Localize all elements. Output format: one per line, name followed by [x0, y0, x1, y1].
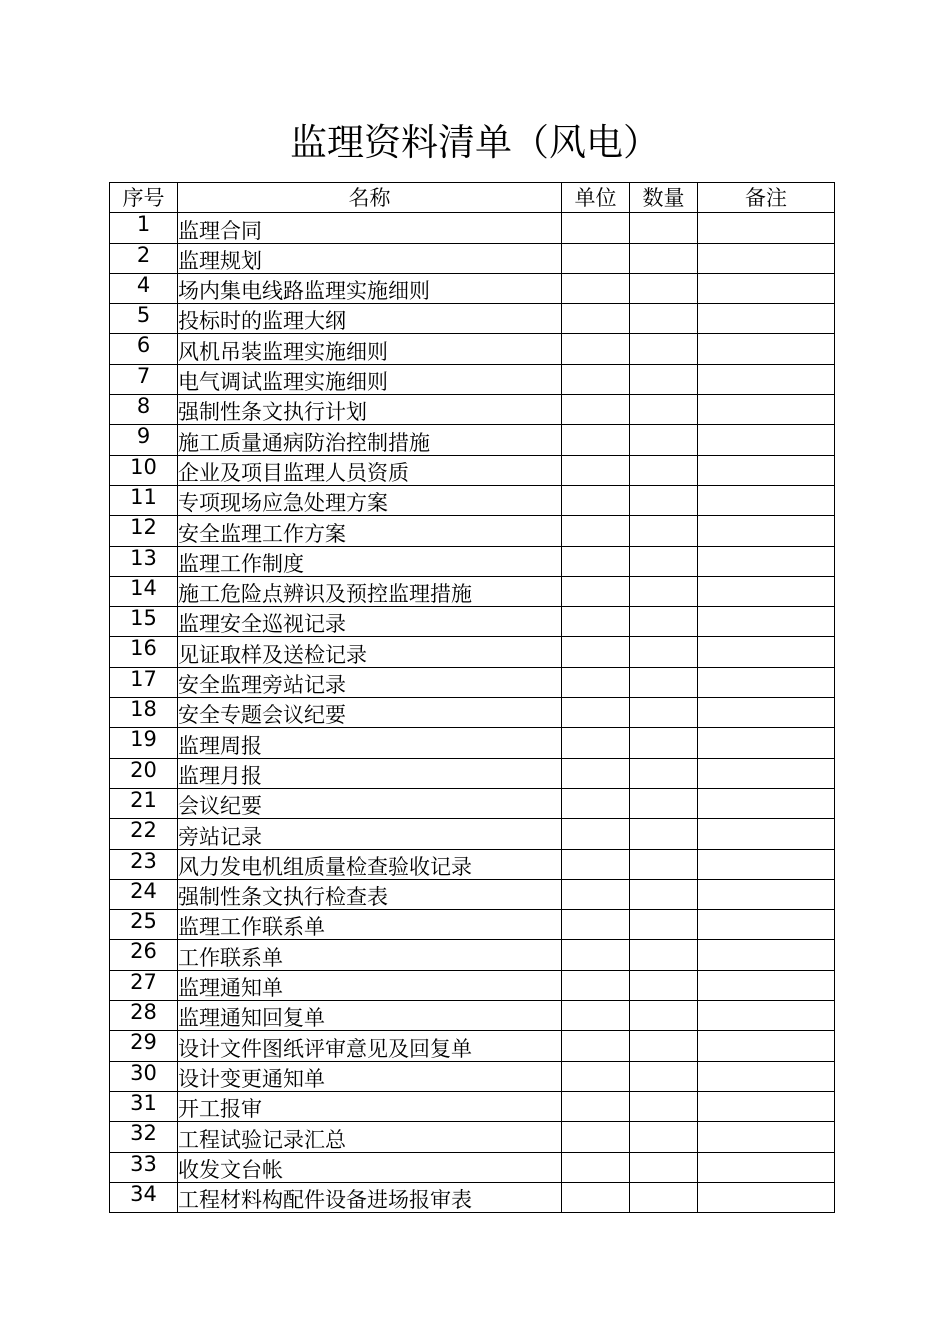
- cell-remarks: [698, 1091, 835, 1121]
- cell-name-text: 设计文件图纸评审意见及回复单: [178, 1036, 472, 1061]
- cell-serial-number: [110, 879, 178, 909]
- cell-serial-number-text: 13: [130, 546, 157, 570]
- cell-serial-number-text: 24: [130, 879, 157, 903]
- cell-serial-number: [110, 304, 178, 334]
- cell-serial-number-text: 12: [130, 515, 157, 540]
- cell-unit: [562, 879, 630, 909]
- cell-quantity: [630, 243, 698, 273]
- cell-serial-number-text: 2: [136, 243, 151, 267]
- cell-name-text: 安全监理工作方案: [178, 521, 346, 546]
- cell-serial-number-text: 26: [130, 939, 157, 964]
- cell-quantity: [630, 334, 698, 364]
- cell-name: [178, 1122, 562, 1152]
- cell-quantity: [630, 819, 698, 849]
- cell-unit: [562, 304, 630, 334]
- cell-remarks: [698, 364, 835, 394]
- cell-quantity: [630, 849, 698, 879]
- cell-serial-number: [110, 516, 178, 546]
- cell-name-text: 监理月报: [178, 763, 262, 788]
- cell-name: [178, 758, 562, 788]
- cell-quantity: [630, 879, 698, 909]
- header-name: 名称: [178, 183, 562, 213]
- cell-name: [178, 849, 562, 879]
- cell-name-text: 强制性条文执行检查表: [178, 885, 388, 910]
- cell-serial-number: [110, 698, 178, 728]
- cell-name: [178, 910, 562, 940]
- cell-remarks: [698, 334, 835, 364]
- cell-name-text: 施工质量通病防治控制措施: [178, 430, 430, 455]
- cell-serial-number: [110, 1152, 178, 1182]
- table-row: [110, 849, 835, 879]
- cell-name: [178, 213, 562, 243]
- cell-remarks: [698, 970, 835, 1000]
- cell-serial-number: [110, 546, 178, 576]
- cell-unit: [562, 1122, 630, 1152]
- cell-quantity: [630, 1031, 698, 1061]
- cell-quantity: [630, 1001, 698, 1031]
- cell-serial-number-text: 9: [136, 424, 151, 449]
- table-row: [110, 213, 835, 243]
- cell-quantity: [630, 395, 698, 425]
- table-row: [110, 243, 835, 273]
- cell-quantity: [630, 304, 698, 334]
- cell-serial-number: [110, 364, 178, 394]
- cell-unit: [562, 728, 630, 758]
- cell-name: [178, 879, 562, 909]
- table-row: [110, 819, 835, 849]
- table-row: [110, 273, 835, 303]
- cell-remarks: [698, 788, 835, 818]
- cell-serial-number-text: 22: [130, 818, 157, 843]
- cell-quantity: [630, 455, 698, 485]
- cell-quantity: [630, 1122, 698, 1152]
- cell-name: [178, 1182, 562, 1212]
- cell-name: [178, 395, 562, 425]
- cell-serial-number: [110, 243, 178, 273]
- cell-serial-number: [110, 1122, 178, 1152]
- table-row: [110, 879, 835, 909]
- cell-serial-number: [110, 425, 178, 455]
- cell-serial-number: [110, 970, 178, 1000]
- cell-quantity: [630, 485, 698, 515]
- header-unit: 单位: [562, 183, 630, 213]
- cell-serial-number-text: 15: [130, 606, 157, 631]
- cell-serial-number: [110, 728, 178, 758]
- table-row: [110, 940, 835, 970]
- cell-unit: [562, 364, 630, 394]
- cell-serial-number: [110, 576, 178, 606]
- cell-serial-number-text: 20: [130, 758, 157, 782]
- cell-serial-number-text: 6: [136, 333, 151, 358]
- table-row: [110, 395, 835, 425]
- cell-quantity: [630, 1182, 698, 1212]
- cell-unit: [562, 334, 630, 364]
- cell-serial-number: [110, 334, 178, 364]
- cell-quantity: [630, 910, 698, 940]
- cell-remarks: [698, 1122, 835, 1152]
- cell-serial-number-text: 5: [136, 303, 151, 328]
- cell-quantity: [630, 637, 698, 667]
- table-row: [110, 334, 835, 364]
- cell-remarks: [698, 879, 835, 909]
- cell-quantity: [630, 576, 698, 606]
- cell-unit: [562, 576, 630, 606]
- cell-name-text: 专项现场应急处理方案: [178, 491, 388, 516]
- cell-name-text: 施工危险点辨识及预控监理措施: [178, 582, 472, 607]
- cell-unit: [562, 1091, 630, 1121]
- cell-name: [178, 243, 562, 273]
- cell-name-text: 工程试验记录汇总: [178, 1127, 346, 1152]
- table-row: [110, 788, 835, 818]
- cell-serial-number-text: 29: [130, 1030, 157, 1055]
- cell-unit: [562, 425, 630, 455]
- table-row: [110, 970, 835, 1000]
- cell-serial-number: [110, 1031, 178, 1061]
- cell-remarks: [698, 304, 835, 334]
- table-row: [110, 910, 835, 940]
- cell-serial-number: [110, 667, 178, 697]
- table-row: [110, 1152, 835, 1182]
- cell-unit: [562, 1182, 630, 1212]
- cell-quantity: [630, 546, 698, 576]
- table-row: [110, 1001, 835, 1031]
- cell-quantity: [630, 667, 698, 697]
- cell-name: [178, 1001, 562, 1031]
- cell-serial-number: [110, 395, 178, 425]
- cell-name-text: 监理工作制度: [178, 551, 304, 576]
- cell-quantity: [630, 698, 698, 728]
- cell-name-text: 场内集电线路监理实施细则: [178, 279, 430, 304]
- cell-unit: [562, 1061, 630, 1091]
- cell-quantity: [630, 607, 698, 637]
- cell-name: [178, 940, 562, 970]
- cell-serial-number-text: 4: [136, 273, 151, 297]
- cell-name: [178, 667, 562, 697]
- cell-name-text: 电气调试监理实施细则: [178, 370, 388, 395]
- cell-serial-number: [110, 1182, 178, 1212]
- cell-name: [178, 576, 562, 606]
- cell-name-text: 监理工作联系单: [178, 915, 325, 940]
- cell-name-text: 旁站记录: [178, 824, 262, 849]
- cell-name: [178, 1031, 562, 1061]
- cell-unit: [562, 243, 630, 273]
- cell-remarks: [698, 516, 835, 546]
- cell-quantity: [630, 1091, 698, 1121]
- cell-remarks: [698, 1061, 835, 1091]
- cell-name: [178, 516, 562, 546]
- cell-unit: [562, 637, 630, 667]
- cell-remarks: [698, 1031, 835, 1061]
- cell-name-text: 会议纪要: [178, 794, 262, 819]
- cell-remarks: [698, 576, 835, 606]
- cell-serial-number-text: 14: [130, 576, 157, 600]
- cell-serial-number: [110, 940, 178, 970]
- cell-remarks: [698, 455, 835, 485]
- header-quantity: 数量: [630, 183, 698, 213]
- cell-quantity: [630, 425, 698, 455]
- cell-serial-number-text: 28: [130, 1000, 157, 1025]
- cell-unit: [562, 910, 630, 940]
- cell-remarks: [698, 728, 835, 758]
- cell-serial-number-text: 10: [130, 455, 157, 479]
- cell-name-text: 安全监理旁站记录: [178, 673, 346, 698]
- table-row: [110, 364, 835, 394]
- cell-name-text: 设计变更通知单: [178, 1066, 325, 1091]
- cell-unit: [562, 970, 630, 1000]
- cell-remarks: [698, 395, 835, 425]
- cell-serial-number-text: 27: [130, 970, 157, 994]
- cell-quantity: [630, 788, 698, 818]
- cell-name-text: 监理合同: [178, 218, 262, 243]
- cell-name-text: 收发文台帐: [178, 1157, 283, 1182]
- cell-name: [178, 485, 562, 515]
- cell-remarks: [698, 485, 835, 515]
- cell-name: [178, 273, 562, 303]
- cell-serial-number-text: 32: [130, 1121, 157, 1146]
- table-body: [110, 213, 835, 1213]
- cell-unit: [562, 273, 630, 303]
- cell-quantity: [630, 213, 698, 243]
- cell-quantity: [630, 273, 698, 303]
- cell-name-text: 监理通知回复单: [178, 1006, 325, 1031]
- cell-name: [178, 425, 562, 455]
- cell-name-text: 风力发电机组质量检查验收记录: [178, 854, 472, 879]
- cell-serial-number-text: 34: [130, 1182, 157, 1206]
- cell-remarks: [698, 213, 835, 243]
- cell-name-text: 监理规划: [178, 248, 262, 273]
- cell-serial-number: [110, 1091, 178, 1121]
- cell-name-text: 强制性条文执行计划: [178, 400, 367, 425]
- cell-name-text: 见证取样及送检记录: [178, 642, 367, 667]
- cell-quantity: [630, 516, 698, 546]
- table-row: [110, 1061, 835, 1091]
- cell-serial-number: [110, 273, 178, 303]
- cell-name: [178, 1091, 562, 1121]
- cell-name-text: 工作联系单: [178, 945, 283, 970]
- table-row: [110, 1122, 835, 1152]
- table-row: [110, 1182, 835, 1212]
- cell-remarks: [698, 546, 835, 576]
- cell-serial-number: [110, 1061, 178, 1091]
- cell-name: [178, 455, 562, 485]
- cell-remarks: [698, 910, 835, 940]
- table-row: [110, 728, 835, 758]
- cell-unit: [562, 819, 630, 849]
- table-row: [110, 425, 835, 455]
- cell-name: [178, 546, 562, 576]
- cell-serial-number-text: 23: [130, 849, 157, 873]
- cell-remarks: [698, 940, 835, 970]
- cell-unit: [562, 940, 630, 970]
- cell-name: [178, 1152, 562, 1182]
- table-row: [110, 758, 835, 788]
- cell-name: [178, 970, 562, 1000]
- table-row: [110, 1091, 835, 1121]
- cell-unit: [562, 455, 630, 485]
- cell-name: [178, 819, 562, 849]
- cell-quantity: [630, 970, 698, 1000]
- cell-remarks: [698, 273, 835, 303]
- cell-serial-number: [110, 758, 178, 788]
- cell-unit: [562, 213, 630, 243]
- cell-unit: [562, 516, 630, 546]
- cell-serial-number: [110, 849, 178, 879]
- table-row: [110, 516, 835, 546]
- cell-serial-number-text: 1: [136, 212, 151, 237]
- cell-remarks: [698, 637, 835, 667]
- cell-name-text: 监理安全巡视记录: [178, 612, 346, 637]
- cell-unit: [562, 788, 630, 818]
- cell-serial-number: [110, 485, 178, 515]
- cell-name-text: 投标时的监理大纲: [178, 309, 346, 334]
- cell-name: [178, 607, 562, 637]
- cell-serial-number: [110, 637, 178, 667]
- document-title: 监理资料清单（风电）: [290, 121, 660, 164]
- cell-serial-number: [110, 607, 178, 637]
- cell-name: [178, 1061, 562, 1091]
- cell-unit: [562, 849, 630, 879]
- cell-quantity: [630, 1061, 698, 1091]
- cell-quantity: [630, 940, 698, 970]
- cell-remarks: [698, 1182, 835, 1212]
- cell-name: [178, 637, 562, 667]
- table-row: [110, 667, 835, 697]
- cell-quantity: [630, 1152, 698, 1182]
- cell-name: [178, 788, 562, 818]
- cell-name: [178, 304, 562, 334]
- cell-name-text: 安全专题会议纪要: [178, 703, 346, 728]
- materials-table: [109, 182, 835, 1213]
- cell-serial-number-text: 33: [130, 1152, 157, 1176]
- table-row: [110, 485, 835, 515]
- cell-unit: [562, 1001, 630, 1031]
- cell-serial-number-text: 18: [130, 697, 157, 722]
- cell-unit: [562, 1152, 630, 1182]
- cell-remarks: [698, 1152, 835, 1182]
- cell-serial-number-text: 21: [130, 788, 157, 812]
- cell-serial-number: [110, 1001, 178, 1031]
- cell-remarks: [698, 425, 835, 455]
- table-row: [110, 637, 835, 667]
- cell-serial-number-text: 25: [130, 909, 157, 934]
- cell-serial-number: [110, 788, 178, 818]
- cell-name-text: 企业及项目监理人员资质: [178, 460, 409, 485]
- cell-remarks: [698, 1001, 835, 1031]
- table-row: [110, 455, 835, 485]
- cell-remarks: [698, 758, 835, 788]
- cell-name: [178, 728, 562, 758]
- cell-unit: [562, 698, 630, 728]
- header-serial-number: 序号: [110, 183, 178, 213]
- cell-unit: [562, 667, 630, 697]
- cell-name-text: 监理通知单: [178, 976, 283, 1001]
- cell-unit: [562, 485, 630, 515]
- cell-unit: [562, 395, 630, 425]
- cell-name-text: 监理周报: [178, 733, 262, 758]
- cell-serial-number-text: 30: [130, 1061, 157, 1085]
- cell-name-text: 风机吊装监理实施细则: [178, 339, 388, 364]
- table-row: [110, 546, 835, 576]
- cell-serial-number: [110, 455, 178, 485]
- cell-serial-number: [110, 213, 178, 243]
- cell-serial-number: [110, 819, 178, 849]
- cell-serial-number-text: 11: [130, 485, 157, 509]
- cell-serial-number: [110, 910, 178, 940]
- cell-quantity: [630, 364, 698, 394]
- cell-remarks: [698, 698, 835, 728]
- header-remarks: 备注: [698, 183, 835, 213]
- cell-remarks: [698, 243, 835, 273]
- cell-serial-number-text: 31: [130, 1091, 157, 1115]
- cell-serial-number-text: 16: [130, 636, 157, 661]
- cell-unit: [562, 607, 630, 637]
- table-row: [110, 576, 835, 606]
- cell-serial-number-text: 8: [136, 394, 151, 419]
- table-header-row: [110, 183, 835, 213]
- cell-name: [178, 364, 562, 394]
- cell-remarks: [698, 849, 835, 879]
- cell-remarks: [698, 819, 835, 849]
- cell-name-text: 工程材料构配件设备进场报审表: [178, 1188, 472, 1213]
- cell-remarks: [698, 667, 835, 697]
- cell-serial-number-text: 7: [136, 364, 151, 388]
- table-row: [110, 698, 835, 728]
- cell-name: [178, 698, 562, 728]
- cell-serial-number-text: 17: [130, 667, 157, 691]
- cell-remarks: [698, 607, 835, 637]
- table-row: [110, 607, 835, 637]
- cell-unit: [562, 758, 630, 788]
- cell-name: [178, 334, 562, 364]
- cell-name-text: 开工报审: [178, 1097, 262, 1122]
- cell-serial-number-text: 19: [130, 727, 157, 752]
- cell-quantity: [630, 728, 698, 758]
- table-row: [110, 1031, 835, 1061]
- cell-unit: [562, 546, 630, 576]
- cell-quantity: [630, 758, 698, 788]
- cell-unit: [562, 1031, 630, 1061]
- table-row: [110, 304, 835, 334]
